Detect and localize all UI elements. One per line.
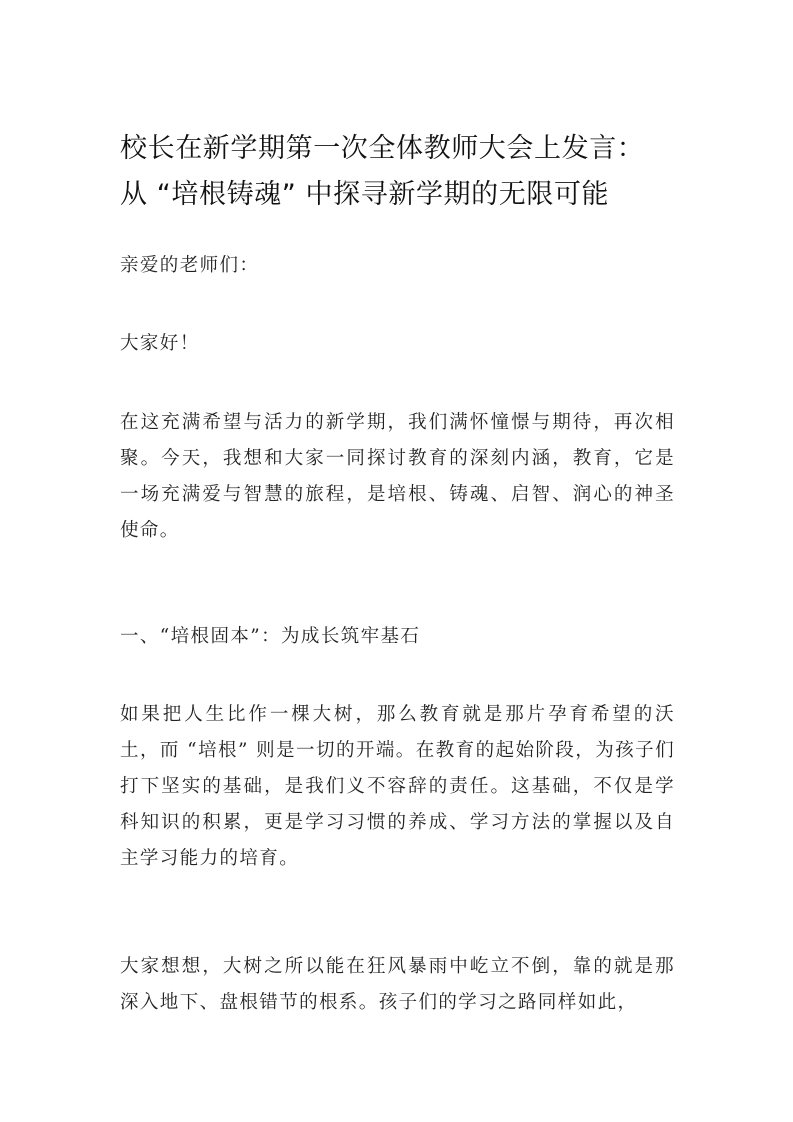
document-title bbox=[120, 126, 680, 218]
intro-paragraph: 在这充满希望与活力的新学期，我们满怀憧憬与期待，再次相聚。今天，我想和大家一同探讨教育的深刻内涵，教育，它是一场充满爱与智慧的旅程，是培根、铸魂、启智、润心的神圣使命。 bbox=[120, 412, 675, 541]
section-1-paragraph-1: 如果把人生比作一棵大树，那么教育就是那片孕育希望的沃土，而 “培根” 则是一切的开端。在教育的起始阶段，为孩子们打下坚实的基础，是我们义不容辞的责任。这基础，不仅是学科知识的积累，更是学习习惯的养成、学习方法的掌握以及自主学习能力的培育。 bbox=[120, 704, 675, 869]
title-line-1: 校长在新学期第一次全体教师大会上发言： bbox=[120, 133, 645, 164]
salutation: 亲爱的老师们： bbox=[120, 255, 260, 276]
section-1-paragraph-2: 大家想想，大树之所以能在狂风暴雨中屹立不倒，靠的就是那深入地下、盘根错节的根系。孩子们的学习之路同样如此， bbox=[120, 956, 675, 1013]
greeting: 大家好！ bbox=[120, 333, 200, 354]
section-1-heading: 一、“培根固本”：为成长筑牢基石 bbox=[120, 626, 421, 647]
title-line-2: 从 “培根铸魂” 中探寻新学期的无限可能 bbox=[120, 179, 610, 210]
